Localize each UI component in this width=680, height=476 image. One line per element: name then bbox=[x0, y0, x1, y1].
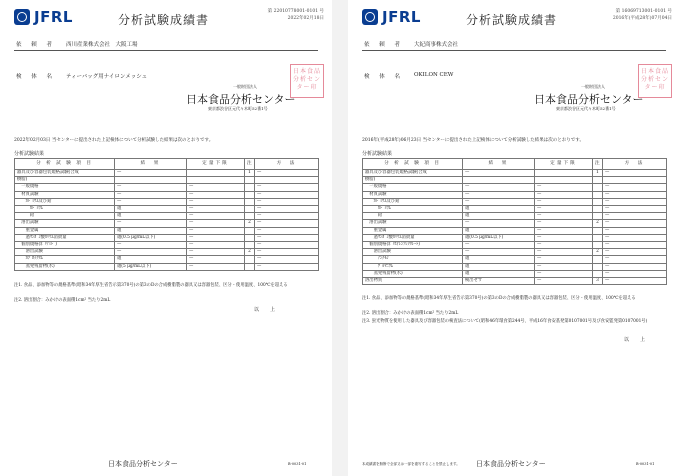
doc-title: 分析試験成績書 bbox=[118, 13, 210, 27]
table-cell: 適 bbox=[463, 270, 535, 277]
intro-text: 2022年02月03日 当センターに提出された上記検体について分析試験した結果は次のとおりです。 bbox=[14, 138, 214, 143]
table-cell: 3 bbox=[593, 278, 603, 285]
table-cell: 蒸発残留物(水) bbox=[15, 263, 115, 270]
table-cell: ｶﾄﾞﾐｳﾑ及び鉛 bbox=[15, 198, 115, 205]
column-header: 注 bbox=[593, 159, 603, 170]
table-header-row bbox=[363, 159, 667, 170]
table-cell: — bbox=[535, 220, 593, 227]
table-cell: 適(0.5 μg/mL以下) bbox=[115, 234, 187, 241]
note-1: 注1. 食品、添加物等の規格基準(昭和34年厚生省告示第370号)の第3のDの合成樹脂製の器具又は容器包装、区分・使用温度、100℃を超える bbox=[362, 296, 636, 301]
table-cell: — bbox=[255, 191, 319, 198]
table-cell: 鉛 bbox=[15, 213, 115, 220]
table-cell: 材質試験 bbox=[363, 191, 463, 198]
table-cell: 適 bbox=[463, 263, 535, 270]
org-type: 一般財団法人 bbox=[233, 84, 257, 89]
table-cell: — bbox=[187, 213, 245, 220]
table-cell: 重金属 bbox=[363, 227, 463, 234]
table-cell bbox=[245, 263, 255, 270]
table-cell: — bbox=[603, 270, 667, 277]
table-cell: — bbox=[187, 220, 245, 227]
table-cell: 溶出試験 bbox=[363, 220, 463, 227]
footer-org: 日本食品分析センター bbox=[476, 460, 546, 468]
table-cell: — bbox=[255, 256, 319, 263]
table-cell: 溶出物質 bbox=[363, 278, 463, 285]
table-cell: — bbox=[255, 206, 319, 213]
table-cell: 適 bbox=[115, 256, 187, 263]
table-cell bbox=[245, 227, 255, 234]
table-cell: — bbox=[603, 184, 667, 191]
table-cell: 適 bbox=[115, 206, 187, 213]
table-cell: — bbox=[115, 191, 187, 198]
table-cell: 個別規格(ﾎﾟﾘｴﾁﾚﾝﾃﾚﾌﾀﾚｰﾄ) bbox=[363, 242, 463, 249]
table-cell: — bbox=[535, 184, 593, 191]
table-cell bbox=[245, 206, 255, 213]
table-cell: 一般規格 bbox=[15, 184, 115, 191]
official-seal: 日本食品分析センター印 bbox=[638, 64, 672, 98]
table-cell: — bbox=[603, 234, 667, 241]
table-cell bbox=[593, 206, 603, 213]
table-cell: ｹﾞﾙﾏﾆｳﾑ bbox=[363, 263, 463, 270]
table-cell: — bbox=[535, 191, 593, 198]
table-cell: — bbox=[187, 249, 245, 256]
table-cell bbox=[245, 213, 255, 220]
column-header: 結 果 bbox=[115, 159, 187, 170]
table-cell bbox=[593, 242, 603, 249]
table-cell: — bbox=[115, 220, 187, 227]
jfrl-mark-icon bbox=[362, 9, 378, 25]
table-cell: ｶﾌﾟﾛﾗｸﾀﾑ bbox=[15, 256, 115, 263]
table-row bbox=[15, 191, 319, 198]
table-row bbox=[363, 170, 667, 177]
table-cell bbox=[245, 191, 255, 198]
table-cell bbox=[593, 263, 603, 270]
table-header-row bbox=[15, 159, 319, 170]
table-cell: — bbox=[187, 191, 245, 198]
table-row bbox=[15, 249, 319, 256]
table-cell: — bbox=[187, 234, 245, 241]
column-header: 結 果 bbox=[463, 159, 535, 170]
table-row bbox=[15, 256, 319, 263]
results-table bbox=[362, 158, 667, 285]
note-2: 注2. 溶出割合：みかけの表面積1cm² 当たり2mL bbox=[362, 311, 459, 316]
table-cell: ｶﾄﾞﾐｳﾑ及び鉛 bbox=[363, 198, 463, 205]
table-cell: — bbox=[187, 184, 245, 191]
table-cell bbox=[593, 234, 603, 241]
table-cell: 重金属 bbox=[15, 227, 115, 234]
table-row bbox=[363, 256, 667, 263]
column-header: 方 法 bbox=[255, 159, 319, 170]
org-address: 東京都渋谷区元代々木町52番1号 bbox=[556, 106, 616, 111]
table-cell bbox=[463, 177, 535, 184]
table-cell: — bbox=[255, 220, 319, 227]
note-2: 注2. 溶出割合：みかけの表面積1cm² 当たり2mL bbox=[14, 298, 111, 303]
table-row bbox=[363, 177, 667, 184]
report-page-left bbox=[0, 0, 332, 476]
column-header: 分 析 試 験 項 目 bbox=[363, 159, 463, 170]
table-cell bbox=[603, 177, 667, 184]
table-cell: 適(5 μg/mL以下) bbox=[115, 263, 187, 270]
note-1: 注1. 食品、添加物等の規格基準(昭和34年厚生省告示第370号)の第3のDの合成樹脂製の器具又は容器包装、区分・使用温度、100℃を超える bbox=[14, 283, 288, 288]
table-cell bbox=[245, 256, 255, 263]
table-cell: — bbox=[255, 263, 319, 270]
issue-date: 2022年02月18日 bbox=[287, 16, 324, 21]
table-cell: — bbox=[115, 242, 187, 249]
table-row bbox=[15, 177, 319, 184]
table-cell: 過ﾏﾝｶﾞﾝ酸ｶﾘｳﾑ消費量 bbox=[15, 234, 115, 241]
table-cell: — bbox=[535, 234, 593, 241]
table-cell: 適 bbox=[463, 206, 535, 213]
table-row bbox=[363, 198, 667, 205]
table-cell: — bbox=[255, 249, 319, 256]
table-cell: 1 bbox=[593, 170, 603, 177]
table-row bbox=[363, 278, 667, 285]
org-name: 日本食品分析センター bbox=[186, 93, 296, 106]
table-cell: 適 bbox=[463, 256, 535, 263]
table-cell: — bbox=[115, 184, 187, 191]
table-cell: — bbox=[603, 191, 667, 198]
table-cell: — bbox=[535, 198, 593, 205]
sample-name: ティーバッグ用ナイロンメッシュ bbox=[66, 74, 148, 80]
table-cell bbox=[593, 198, 603, 205]
table-cell: — bbox=[115, 198, 187, 205]
table-cell: 溶出試験 bbox=[15, 220, 115, 227]
org-name: 日本食品分析センター bbox=[534, 93, 644, 106]
table-cell: — bbox=[115, 249, 187, 256]
table-row bbox=[363, 234, 667, 241]
table-cell: — bbox=[603, 256, 667, 263]
table-cell bbox=[245, 242, 255, 249]
footer-org: 日本食品分析センター bbox=[108, 460, 178, 468]
table-cell: — bbox=[187, 263, 245, 270]
sample-label: 検 体 名 bbox=[16, 74, 56, 80]
table-row bbox=[363, 191, 667, 198]
table-row bbox=[15, 227, 319, 234]
column-header: 分 析 試 験 項 目 bbox=[15, 159, 115, 170]
table-cell: — bbox=[255, 227, 319, 234]
end-mark: 以 上 bbox=[624, 337, 649, 343]
table-row bbox=[15, 234, 319, 241]
table-row bbox=[363, 227, 667, 234]
table-cell bbox=[115, 177, 187, 184]
table-cell: — bbox=[535, 256, 593, 263]
table-cell: — bbox=[463, 184, 535, 191]
table-cell bbox=[593, 213, 603, 220]
jfrl-logo bbox=[362, 8, 421, 26]
table-row bbox=[15, 184, 319, 191]
table-cell: 適 bbox=[115, 213, 187, 220]
table-cell: 材質試験 bbox=[15, 191, 115, 198]
table-cell: ｶﾄﾞﾐｳﾑ bbox=[363, 206, 463, 213]
table-cell: — bbox=[463, 170, 535, 177]
logo-text: JFRL bbox=[382, 8, 421, 26]
table-cell: 適 bbox=[463, 227, 535, 234]
footer-code: B-0031-01 bbox=[288, 462, 307, 466]
end-mark: 以 上 bbox=[254, 307, 279, 313]
table-cell bbox=[255, 177, 319, 184]
column-header: 方 法 bbox=[603, 159, 667, 170]
table-cell: 樹脂) bbox=[15, 177, 115, 184]
org-address: 東京都渋谷区元代々木町52番1号 bbox=[208, 106, 268, 111]
table-cell bbox=[593, 270, 603, 277]
section-title: 分析試験結果 bbox=[362, 151, 393, 157]
doc-title: 分析試験成績書 bbox=[466, 13, 558, 27]
table-cell: 樹脂) bbox=[363, 177, 463, 184]
results-table bbox=[14, 158, 319, 271]
table-cell: 2 bbox=[245, 220, 255, 227]
table-cell: 2 bbox=[245, 249, 255, 256]
table-cell: — bbox=[463, 198, 535, 205]
table-row bbox=[363, 249, 667, 256]
table-cell bbox=[593, 227, 603, 234]
table-cell: — bbox=[187, 256, 245, 263]
client-label: 依 頼 者 bbox=[364, 42, 404, 48]
table-row bbox=[15, 198, 319, 205]
table-cell bbox=[535, 170, 593, 177]
table-cell: — bbox=[603, 278, 667, 285]
table-cell bbox=[187, 170, 245, 177]
table-row bbox=[15, 206, 319, 213]
divider bbox=[362, 50, 666, 51]
table-cell: — bbox=[603, 220, 667, 227]
table-cell: — bbox=[255, 184, 319, 191]
table-cell bbox=[593, 256, 603, 263]
table-row bbox=[15, 263, 319, 270]
table-row bbox=[15, 170, 319, 177]
table-cell: 2 bbox=[593, 249, 603, 256]
table-row bbox=[363, 242, 667, 249]
table-row bbox=[363, 263, 667, 270]
table-cell bbox=[245, 184, 255, 191]
table-cell: — bbox=[535, 263, 593, 270]
table-cell: — bbox=[603, 206, 667, 213]
table-cell: 1 bbox=[245, 170, 255, 177]
table-cell: — bbox=[535, 213, 593, 220]
divider bbox=[14, 50, 318, 51]
note-3: 注3. 蛍光物質を使用した器具及び容器包装の検査法について(昭和46年環食第244号、平成16年食安基発第0107001号及び食安監発第0107001号) bbox=[362, 319, 648, 324]
table-cell: — bbox=[255, 242, 319, 249]
table-cell: — bbox=[603, 227, 667, 234]
table-cell: — bbox=[463, 242, 535, 249]
table-cell: 検出せず bbox=[463, 278, 535, 285]
table-cell: — bbox=[115, 170, 187, 177]
table-row bbox=[363, 270, 667, 277]
table-cell: — bbox=[603, 198, 667, 205]
table-row bbox=[363, 213, 667, 220]
table-cell: — bbox=[603, 249, 667, 256]
table-cell: 個別規格(ﾎﾟﾘｱﾐﾄﾞ) bbox=[15, 242, 115, 249]
table-cell: — bbox=[535, 249, 593, 256]
footer-notice: 本成績書を無断で全部又は一部を複写することを禁止します。 bbox=[362, 462, 460, 466]
table-cell: — bbox=[187, 206, 245, 213]
report-page-right bbox=[348, 0, 680, 476]
table-cell bbox=[245, 198, 255, 205]
client-label: 依 頼 者 bbox=[16, 42, 56, 48]
table-cell: — bbox=[187, 227, 245, 234]
org-type: 一般財団法人 bbox=[581, 84, 605, 89]
table-cell: 一般規格 bbox=[363, 184, 463, 191]
table-cell: — bbox=[255, 198, 319, 205]
table-cell: 過ﾏﾝｶﾞﾝ酸ｶﾘｳﾑ消費量 bbox=[363, 234, 463, 241]
intro-text: 2016年(平成28年)06月23日 当センターに提出された上記検体について分析試験した結果は次のとおりです。 bbox=[362, 138, 584, 143]
table-cell bbox=[593, 191, 603, 198]
table-cell: 器具及び容器包装規格試験(合成 bbox=[15, 170, 115, 177]
table-cell: — bbox=[535, 227, 593, 234]
official-seal: 日本食品分析センター印 bbox=[290, 64, 324, 98]
logo-text: JFRL bbox=[34, 8, 73, 26]
table-cell: — bbox=[535, 278, 593, 285]
table-cell: — bbox=[603, 213, 667, 220]
column-header: 定量下限 bbox=[535, 159, 593, 170]
client-name: 大紀商事株式会社 bbox=[414, 42, 459, 48]
client-name: 西川産業株式会社 大阪工場 bbox=[66, 42, 138, 48]
doc-number: 第 16069713001-0101 号 bbox=[615, 9, 672, 14]
table-cell: 適 bbox=[115, 227, 187, 234]
table-cell: 溶出試験 bbox=[363, 249, 463, 256]
table-row bbox=[363, 220, 667, 227]
table-cell: — bbox=[535, 206, 593, 213]
table-cell: — bbox=[463, 191, 535, 198]
column-header: 定量下限 bbox=[187, 159, 245, 170]
table-cell bbox=[245, 177, 255, 184]
table-cell: — bbox=[255, 170, 319, 177]
table-cell: 適(0.5 μg/mL以下) bbox=[463, 234, 535, 241]
table-cell bbox=[245, 234, 255, 241]
jfrl-mark-icon bbox=[14, 9, 30, 25]
table-cell: — bbox=[603, 263, 667, 270]
table-cell: — bbox=[463, 249, 535, 256]
sample-label: 検 体 名 bbox=[364, 74, 404, 80]
table-cell bbox=[593, 177, 603, 184]
table-cell: 適 bbox=[463, 213, 535, 220]
table-cell: 鉛 bbox=[363, 213, 463, 220]
table-row bbox=[15, 213, 319, 220]
table-cell bbox=[593, 184, 603, 191]
table-cell: — bbox=[535, 242, 593, 249]
table-cell: 蒸発残留物(水) bbox=[363, 270, 463, 277]
table-cell: — bbox=[255, 213, 319, 220]
table-cell: 溶出試験 bbox=[15, 249, 115, 256]
jfrl-logo bbox=[14, 8, 73, 26]
column-header: 注 bbox=[245, 159, 255, 170]
table-cell bbox=[187, 177, 245, 184]
table-row bbox=[363, 206, 667, 213]
table-cell: ｶﾄﾞﾐｳﾑ bbox=[15, 206, 115, 213]
table-cell: ｱﾝﾁﾓﾝ bbox=[363, 256, 463, 263]
table-cell: — bbox=[535, 270, 593, 277]
section-title: 分析試験結果 bbox=[14, 151, 45, 157]
doc-number: 第 22010778001-0101 号 bbox=[267, 9, 324, 14]
table-row bbox=[363, 184, 667, 191]
footer-code: B-0031-01 bbox=[636, 462, 655, 466]
table-row bbox=[15, 220, 319, 227]
table-cell: — bbox=[187, 242, 245, 249]
table-cell: — bbox=[603, 170, 667, 177]
table-cell: 器具及び容器包装規格試験(合成 bbox=[363, 170, 463, 177]
table-row bbox=[15, 242, 319, 249]
table-cell: — bbox=[255, 234, 319, 241]
table-cell bbox=[535, 177, 593, 184]
table-cell: — bbox=[603, 242, 667, 249]
issue-date: 2016年(平成28年)07月04日 bbox=[612, 16, 672, 21]
table-cell: — bbox=[463, 220, 535, 227]
table-cell: 2 bbox=[593, 220, 603, 227]
sample-name: OKILON CEW bbox=[414, 72, 454, 78]
table-cell: — bbox=[187, 198, 245, 205]
